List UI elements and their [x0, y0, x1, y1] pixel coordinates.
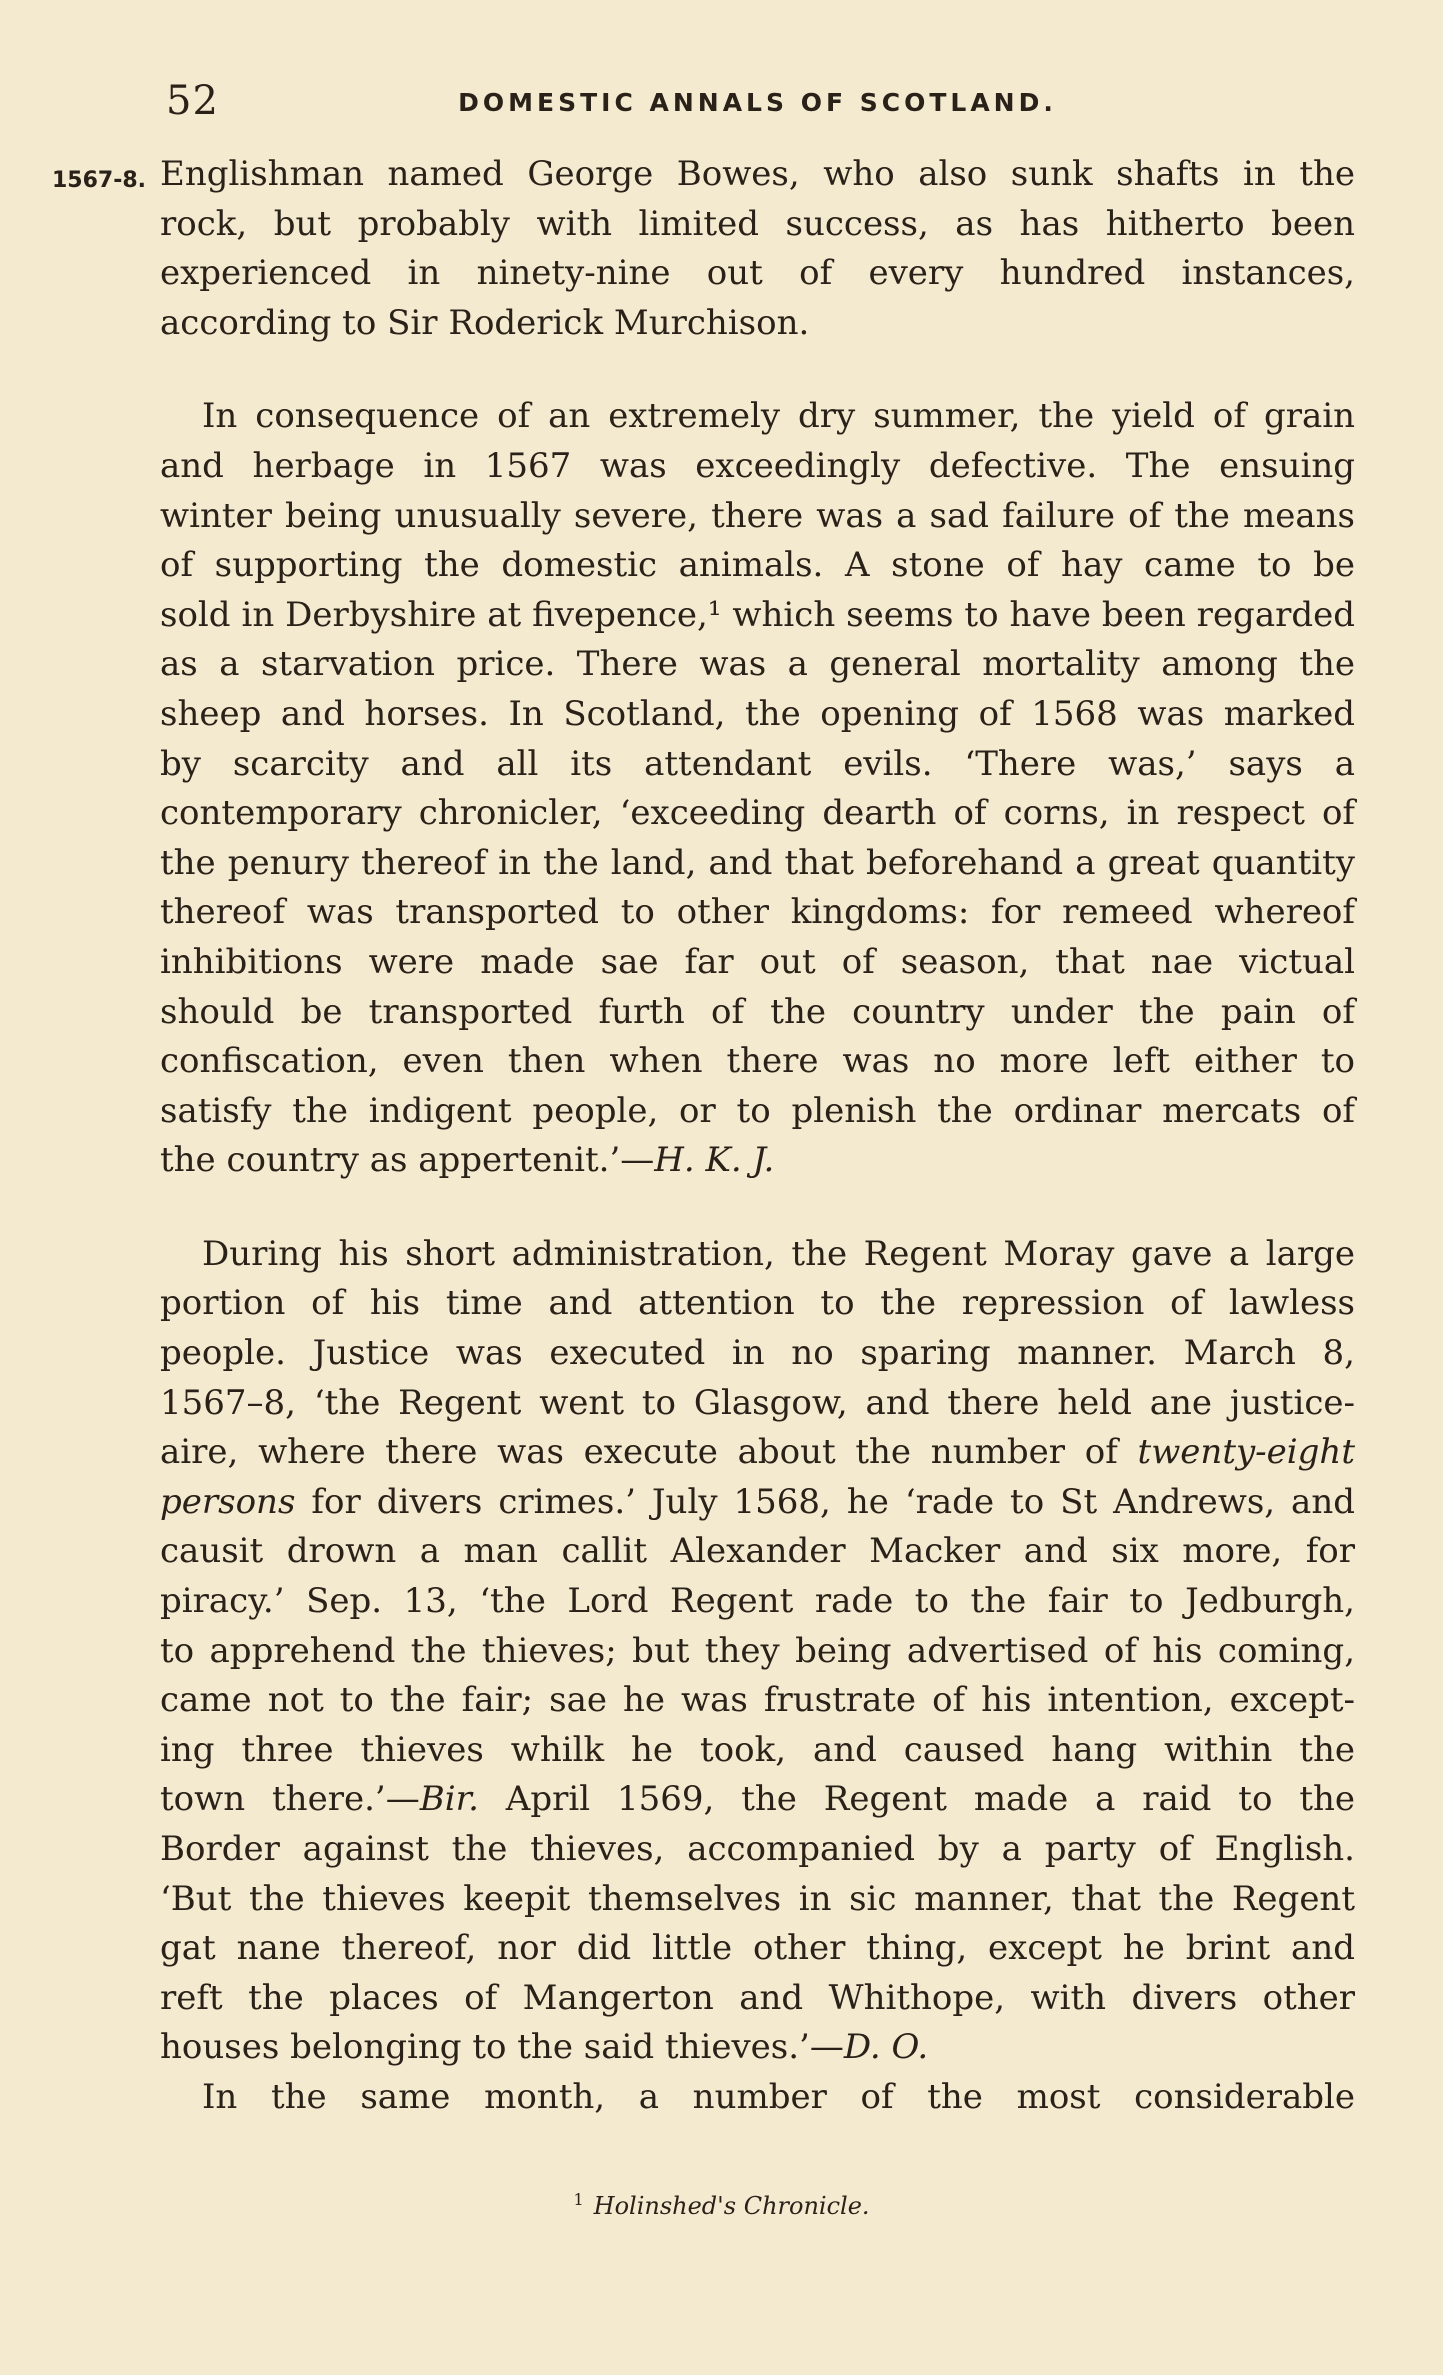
text-line: portion of his time and attention to the repression of lawless [160, 1283, 1355, 1324]
text-line [160, 1775, 1355, 1825]
footnote-marker: 1 [573, 2190, 584, 2209]
text-line: In consequence of an extremely dry summer, the yield of grain [202, 396, 1355, 437]
text-line: sold in Derbyshire at fivepence,¹ which seems to have been regarded [160, 594, 1355, 635]
text-line: experienced in ninety-nine out of every hundred instances, [160, 253, 1355, 294]
text-line: rock, but probably with limited success, as has hitherto been [160, 203, 1355, 244]
source-citation: Bir. [419, 1779, 479, 1820]
text-line: Englishman named George Bowes, who also sunk shafts in the [160, 154, 1355, 194]
italic-emphasis: twenty-eight [1137, 1432, 1355, 1473]
text-span: for divers crimes.’ July 1568, he ‘rade to St Andrews, and [295, 1481, 1355, 1522]
text-line: Border against the thieves, accompanied by a party of English. [160, 1829, 1355, 1869]
paragraph-2 [160, 392, 1355, 1186]
text-line: satisfy the indigent people, or to plenish the ordinar mercats of [160, 1090, 1355, 1131]
page-header [160, 78, 1355, 128]
text-line: and herbage in 1567 was exceedingly defective. The ensuing [160, 445, 1355, 486]
text-line [160, 1478, 1355, 1528]
text-line: thereof was transported to other kingdoms: for remeed whereof [160, 892, 1355, 933]
text-line: to apprehend the thieves; but they being advertised of his coming, [160, 1630, 1355, 1671]
text-line [160, 2023, 1355, 2073]
text-line: inhibitions were made sae far out of season, that nae victual [160, 941, 1355, 982]
text-span: the country as appertenit.’— [160, 1140, 655, 1181]
text-line: During his short administration, the Regent Moray gave a large [202, 1233, 1355, 1274]
text-line: people. Justice was executed in no sparing manner. March 8, [160, 1333, 1355, 1374]
text-line: causit drown a man callit Alexander Macker and six more, for [160, 1531, 1355, 1572]
text-line: piracy.’ Sep. 13, ‘the Lord Regent rade to the fair to Jedburgh, [160, 1581, 1355, 1622]
text-line [160, 1428, 1355, 1478]
italic-emphasis: persons [160, 1481, 296, 1522]
page-number: 52 [166, 78, 219, 124]
text-line: gat nane thereof, nor did little other thing, except he brint and [160, 1928, 1355, 1969]
margin-date: 1567-8. [52, 168, 147, 193]
text-span: April 1569, the Regent made a raid to the [478, 1779, 1355, 1820]
paragraph-1 [160, 150, 1355, 348]
text-line: winter being unusually severe, there was a sad failure of the means [160, 495, 1355, 536]
text-line: 1567–8, ‘the Regent went to Glasgow, and there held ane justice- [160, 1382, 1355, 1423]
source-citation: H. K. J. [654, 1140, 775, 1181]
text-line: according to Sir Roderick Murchison. [160, 302, 810, 343]
text-span: houses belonging to the said thieves.’— [160, 2027, 844, 2068]
text-line: contemporary chronicler, ‘exceeding dearth of corns, in respect of [160, 793, 1355, 834]
text-line: ing three thieves whilk he took, and caused hang within the [160, 1729, 1355, 1770]
text-line: by scarcity and all its attendant evils. ‘There was,’ says a [160, 743, 1355, 784]
body-text [160, 150, 1355, 2123]
text-line: came not to the fair; sae he was frustrate of his intention, except- [160, 1680, 1355, 1721]
text-line: reft the places of Mangerton and Whithope, with divers other [160, 1977, 1355, 2018]
paragraph-4 [160, 2073, 1355, 2123]
text-line: should be transported furth of the country under the pain of [160, 991, 1355, 1032]
source-citation: D. O. [843, 2027, 929, 2068]
footnote [0, 2190, 1443, 2220]
running-head: DOMESTIC ANNALS OF SCOTLAND. [458, 88, 1057, 117]
text-line: ‘But the thieves keepit themselves in sic manner, that the Regent [160, 1878, 1355, 1919]
text-line: sheep and horses. In Scotland, the opening of 1568 was marked [160, 693, 1355, 734]
text-line: confiscation, even then when there was no more left either to [160, 1041, 1355, 1082]
text-line: the penury thereof in the land, and that beforehand a great quantity [160, 842, 1355, 883]
paragraph-3 [160, 1230, 1355, 2073]
footnote-text: Holinshed's Chronicle. [593, 2192, 870, 2220]
text-span: aire, where there was execute about the number of [160, 1432, 1138, 1473]
text-line: In the same month, a number of the most considerable [202, 2076, 1355, 2117]
text-span: town there.’— [160, 1779, 420, 1820]
text-line [160, 1136, 1355, 1186]
text-line: as a starvation price. There was a general mortality among the [160, 644, 1355, 685]
text-line: of supporting the domestic animals. A stone of hay came to be [160, 545, 1355, 586]
